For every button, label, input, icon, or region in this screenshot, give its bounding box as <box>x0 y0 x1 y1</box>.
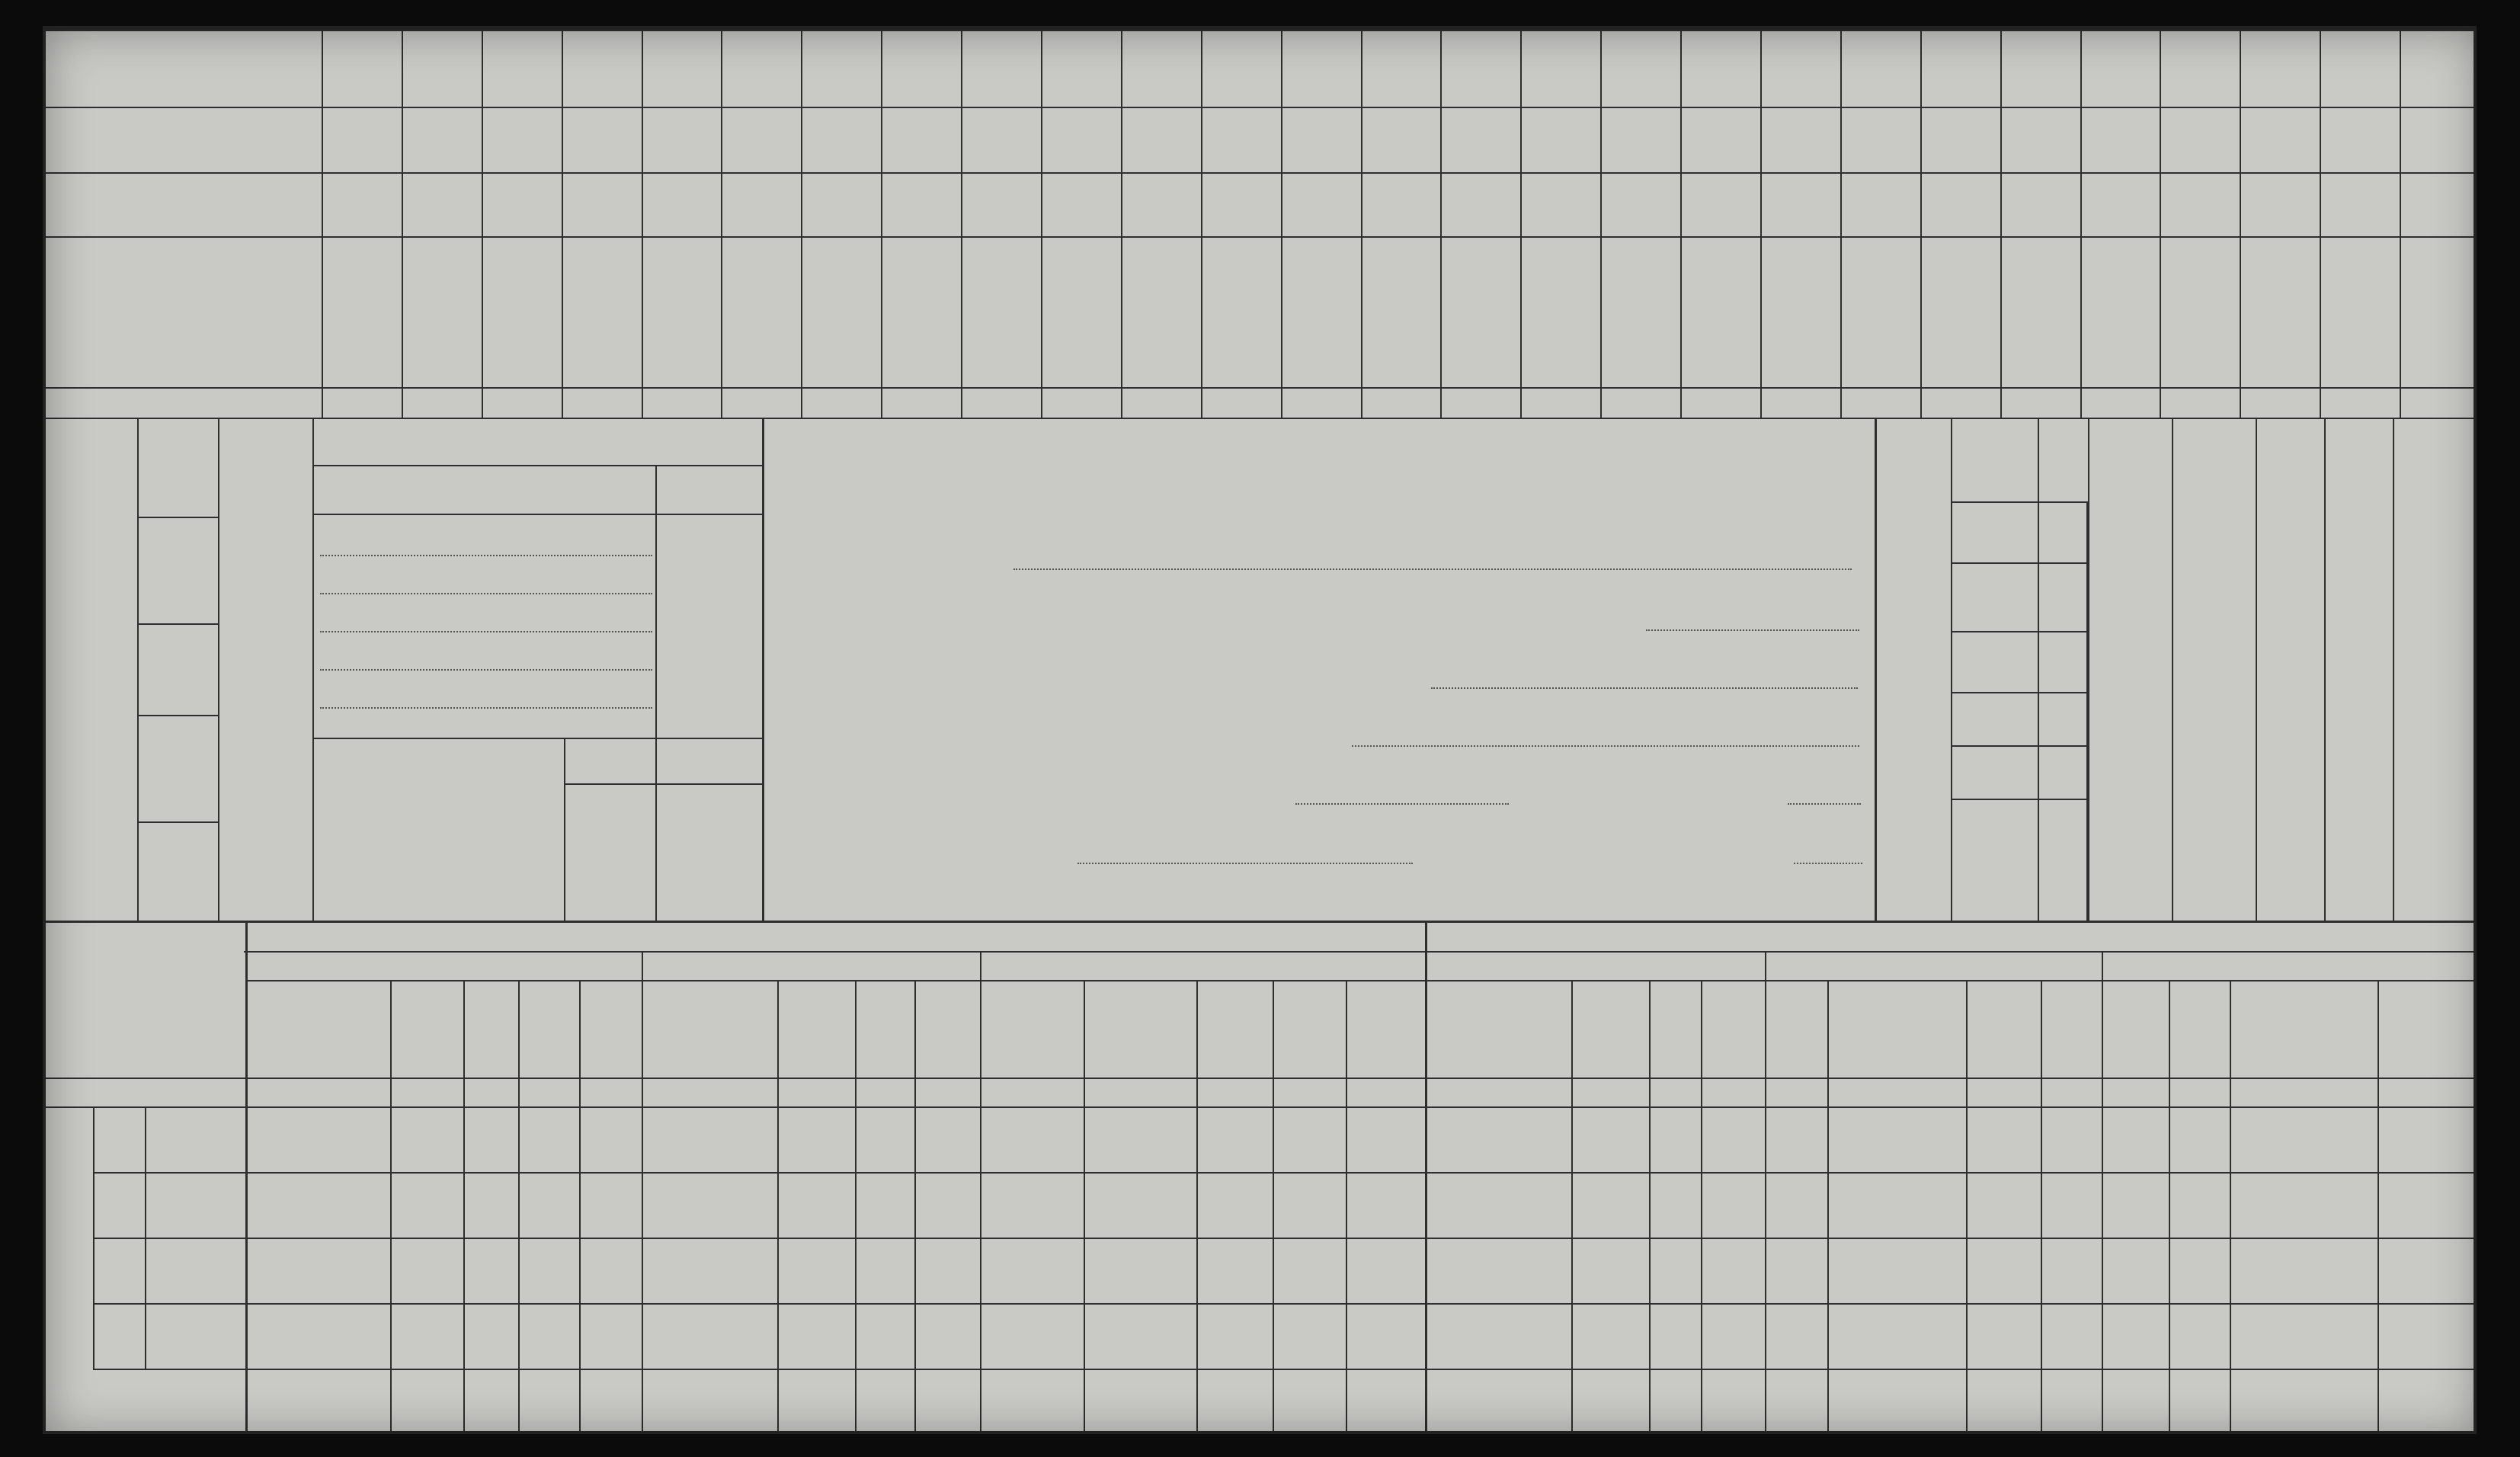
column-header <box>403 241 480 355</box>
top-vline <box>2000 387 2002 419</box>
rent-col-header <box>1198 983 1271 1074</box>
pop-number <box>2041 692 2083 799</box>
column-header <box>1362 241 1439 355</box>
population-label <box>1882 425 1943 913</box>
rent-col-header <box>392 983 462 1074</box>
pop-vtom <box>1996 562 2038 631</box>
pop-number <box>2041 631 2083 692</box>
right-head-top <box>2175 425 2253 540</box>
top-vline <box>2400 387 2401 419</box>
pop-number <box>2041 799 2083 913</box>
column-header <box>1842 241 1919 355</box>
right-head-top <box>2327 425 2390 540</box>
rent-col-header <box>1427 983 1570 1074</box>
dotted-answer-line <box>320 669 652 671</box>
bot-hline <box>93 1172 2477 1174</box>
top-vline <box>1041 387 1042 419</box>
rent-col-header <box>2042 983 2100 1074</box>
top-vline <box>1201 387 1202 419</box>
scan-shadow <box>46 29 2477 1434</box>
column-header <box>2241 241 2318 355</box>
rent-col-header <box>1274 983 1344 1074</box>
right-head-top <box>2259 425 2321 540</box>
dotted-answer-line <box>320 707 652 709</box>
rent-col-header <box>916 983 978 1074</box>
dotted-answer-line <box>1077 863 1413 864</box>
column-header <box>1922 241 1999 355</box>
column-header <box>1522 241 1599 355</box>
top-vline <box>1121 387 1122 419</box>
top-vline <box>801 387 802 419</box>
group-nadel <box>96 1106 143 1238</box>
rent-col-header <box>981 983 1082 1074</box>
right-head-bottom <box>2091 806 2169 913</box>
top-vline <box>1520 387 1522 419</box>
top-hline <box>46 387 2477 389</box>
rent-col-header <box>2103 983 2167 1074</box>
top-vline <box>1920 387 1922 419</box>
dotted-answer-line <box>1788 803 1861 805</box>
left-col-label <box>175 623 216 715</box>
rent-col-header <box>247 983 389 1074</box>
column-header <box>563 241 640 355</box>
mid-vline <box>2256 418 2257 921</box>
column-header <box>1282 241 1359 355</box>
bot-vline <box>2102 951 2103 981</box>
pop-vsego <box>1996 631 2038 692</box>
dotted-answer-line <box>320 631 652 632</box>
left-col-number <box>140 715 171 821</box>
dotted-answer-line <box>1794 863 1862 864</box>
column-header <box>2401 241 2477 355</box>
top-vline <box>1840 387 1842 419</box>
rent-col-header <box>1766 983 1826 1074</box>
dotted-answer-line <box>1431 687 1858 689</box>
mid-vline <box>2088 418 2089 921</box>
top-vline <box>1440 387 1442 419</box>
trade-vline <box>564 738 565 921</box>
rent-col-header <box>1347 983 1423 1074</box>
top-vline <box>881 387 882 419</box>
column-header <box>722 241 799 355</box>
pop-number <box>2041 501 2083 562</box>
top-vline <box>2080 387 2082 419</box>
right-head-bottom <box>2396 806 2477 913</box>
top-vline <box>1281 387 1282 419</box>
column-header <box>643 241 719 355</box>
trade-hline <box>312 514 762 515</box>
dotted-answer-line <box>1013 568 1852 570</box>
right-head-bottom <box>2259 806 2321 913</box>
trade-vline <box>655 738 657 921</box>
left-col-label <box>175 821 216 921</box>
bot-hline <box>244 951 2477 953</box>
column-header <box>1122 241 1199 355</box>
rent-col-header <box>2231 983 2376 1074</box>
column-header <box>1602 241 1679 355</box>
top-vline <box>322 29 323 418</box>
left-col-number <box>140 821 171 921</box>
rent-col-header <box>1968 983 2039 1074</box>
pop-women <box>1952 562 1995 692</box>
top-vline <box>2320 387 2321 419</box>
census-card <box>43 26 2477 1434</box>
mid-vline <box>137 418 139 921</box>
trade-hline <box>564 783 762 785</box>
pop-men <box>1952 692 1995 913</box>
dotted-answer-line <box>1352 745 1859 747</box>
dotted-answer-line <box>1295 803 1509 805</box>
bot-hline <box>93 1303 2477 1305</box>
right-head-bottom <box>2327 806 2390 913</box>
mid-vline <box>1875 418 1877 921</box>
left-col-number <box>140 517 171 623</box>
pop-vsego <box>1996 799 2038 913</box>
top-hline <box>46 236 2477 238</box>
pop-number <box>2041 562 2083 631</box>
workers-label <box>221 433 305 905</box>
mid-vline <box>2038 418 2039 921</box>
rent-col-header <box>581 983 640 1074</box>
left-col-number <box>140 418 171 517</box>
top-hline <box>46 172 2477 174</box>
trade-hline <box>312 465 762 466</box>
column-header <box>1202 241 1279 355</box>
top-vline <box>482 387 483 419</box>
bot-hline <box>93 1106 2477 1108</box>
right-head-top <box>2396 425 2477 540</box>
right-head-top <box>2091 425 2169 540</box>
column-header <box>802 241 879 355</box>
column-header <box>1682 241 1759 355</box>
left-col-label <box>175 517 216 623</box>
top-vline <box>1680 387 1682 419</box>
rent-col-header <box>643 983 776 1074</box>
mid-bottom <box>46 921 2477 923</box>
rent-col-header <box>2379 983 2434 1074</box>
rent-col-header <box>1651 983 1699 1074</box>
rent-col-header <box>1085 983 1195 1074</box>
left-col-number <box>140 623 171 715</box>
bot-hline <box>46 1078 2477 1079</box>
column-header <box>962 241 1039 355</box>
bot-vline <box>642 951 643 981</box>
top-hline <box>46 107 2477 108</box>
column-header <box>1042 241 1119 355</box>
column-header <box>2002 241 2079 355</box>
rent-col-header <box>1829 983 1964 1074</box>
column-header <box>882 241 959 355</box>
column-header <box>2321 241 2398 355</box>
top-hline <box>46 418 2477 419</box>
bot-vline <box>145 1106 146 1369</box>
top-vline <box>2240 387 2241 419</box>
dotted-answer-line <box>320 593 652 594</box>
group-vne <box>96 1238 143 1369</box>
mid-vline <box>2172 418 2173 921</box>
bot-vline <box>980 951 981 981</box>
column-header <box>2082 241 2158 355</box>
right-head-bottom <box>2175 806 2253 913</box>
column-header <box>483 241 560 355</box>
bot-hline <box>93 1238 2477 1239</box>
column-header <box>1442 241 1519 355</box>
bot-hline <box>93 1369 2477 1370</box>
column-header <box>323 241 400 355</box>
rent-col-header <box>1573 983 1647 1074</box>
top-vline <box>1600 387 1602 419</box>
dotted-answer-line <box>320 555 652 556</box>
mid-vline <box>762 418 764 921</box>
top-vline <box>562 387 563 419</box>
mid-vline <box>2393 418 2394 921</box>
dotted-answer-line <box>1646 629 1859 631</box>
top-vline <box>1760 387 1762 419</box>
rent-col-header <box>779 983 853 1074</box>
top-vline <box>721 387 722 419</box>
mid-vline <box>2324 418 2326 921</box>
rent-col-header <box>465 983 517 1074</box>
rent-col-header <box>857 983 913 1074</box>
left-col-label <box>175 715 216 821</box>
top-vline <box>642 387 643 419</box>
top-vline <box>402 387 403 419</box>
left-col-label <box>175 418 216 517</box>
rent-col-header <box>520 983 578 1074</box>
column-header <box>1762 241 1839 355</box>
top-vline <box>2160 387 2161 419</box>
mid-vline <box>312 418 314 921</box>
bot-vline <box>93 1106 94 1369</box>
top-vline <box>1361 387 1362 419</box>
mid-vline <box>218 418 219 921</box>
bot-hline <box>245 980 2477 981</box>
pop-vtom <box>1996 692 2038 799</box>
top-vline <box>961 387 962 419</box>
bot-vline <box>1765 951 1766 981</box>
column-header <box>2161 241 2238 355</box>
rent-col-header <box>1702 983 1763 1074</box>
pop-total <box>1951 501 2039 562</box>
top-border <box>46 29 2477 31</box>
rent-col-header <box>2170 983 2228 1074</box>
trade-hline <box>312 738 762 739</box>
